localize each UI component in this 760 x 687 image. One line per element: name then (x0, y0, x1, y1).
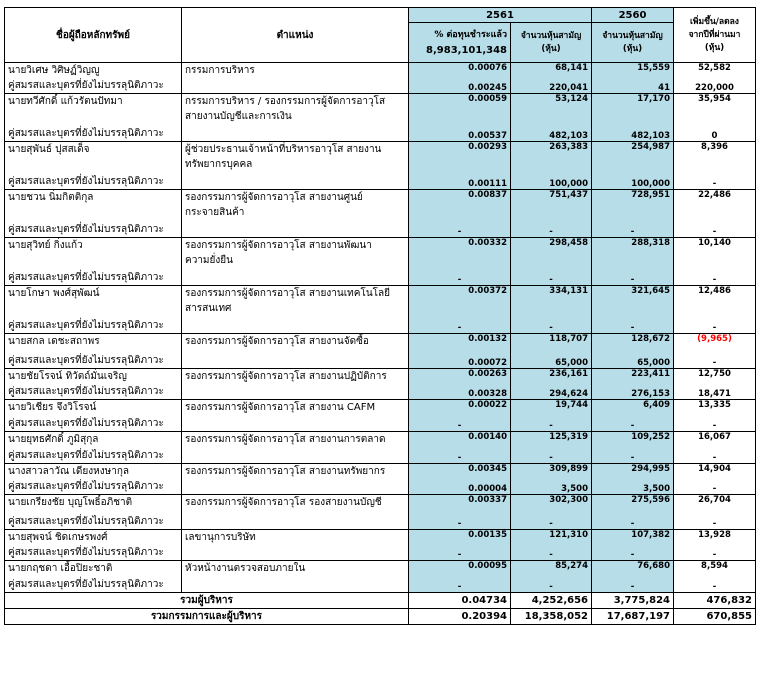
spouse-label: คู่สมรสและบุตรที่ยังไม่บรรลุนิติภาวะ (5, 267, 182, 286)
shares-2561: 121,310 (511, 529, 592, 545)
person-position (182, 190, 409, 238)
shareholding-table (4, 7, 756, 625)
person-position (182, 334, 409, 369)
person-row (5, 142, 756, 171)
spouse-change: - (674, 219, 756, 238)
person-position (182, 142, 409, 190)
spouse-change: - (674, 353, 756, 369)
spouse-shares-2560: - (592, 219, 674, 238)
spouse-pct-2561: - (409, 267, 511, 286)
spouse-pct-2561: 0.00328 (409, 384, 511, 400)
pct-2561: 0.00837 (409, 190, 511, 219)
change: 12,486 (674, 286, 756, 315)
shares-2560: 109,252 (592, 431, 674, 448)
shares-2561: 334,131 (511, 286, 592, 315)
spouse-pct-2561: - (409, 416, 511, 432)
spouse-pct-2561: - (409, 448, 511, 464)
spouse-shares-2560: 65,000 (592, 353, 674, 369)
position-line: รองกรรมการผู้จัดการอาวุโส สายงานเทคโนโลยี (185, 288, 391, 299)
position-line: รองกรรมการผู้จัดการอาวุโส สายงาน CAFM (185, 402, 376, 413)
person-row (5, 464, 756, 480)
spouse-shares-2561: - (511, 219, 592, 238)
spouse-pct-2561: 0.00245 (409, 78, 511, 94)
spouse-shares-2561: 3,500 (511, 479, 592, 495)
shares-2560: 321,645 (592, 286, 674, 315)
shares-2560: 128,672 (592, 334, 674, 353)
person-row (5, 369, 756, 385)
pct-2561: 0.00337 (409, 495, 511, 514)
person-name-text: นายวิเศษ วิศิษฏ์วิญญู (8, 65, 100, 76)
shares-2560: 76,680 (592, 560, 674, 576)
spouse-shares-2560: - (592, 416, 674, 432)
spouse-shares-2561: 65,000 (511, 353, 592, 369)
position-line: สารสนเทศ (185, 303, 232, 314)
pct-2561: 0.00372 (409, 286, 511, 315)
header-pct: % ต่อทุนชำระแล้ว 8,983,101,348 (409, 23, 511, 63)
spouse-shares-2560: 100,000 (592, 171, 674, 190)
spouse-pct-2561: - (409, 576, 511, 592)
person-row (5, 529, 756, 545)
person-name (5, 334, 182, 353)
shares-2561: 125,319 (511, 431, 592, 448)
spouse-shares-2561: 100,000 (511, 171, 592, 190)
total-row (5, 592, 756, 608)
position-line: รองกรรมการผู้จัดการอาวุโส สายงานปฏิบัติการ (185, 371, 387, 382)
position-line: กรรมการบริหาร (185, 65, 255, 76)
change: 8,396 (674, 142, 756, 171)
person-name-text: นายสุวิทย์ กิ่งแก้ว (8, 240, 83, 251)
shares-2561: 118,707 (511, 334, 592, 353)
shares-2561: 68,141 (511, 63, 592, 79)
spouse-shares-2561: 482,103 (511, 123, 592, 142)
spouse-change: - (674, 171, 756, 190)
position-line: รองกรรมการผู้จัดการอาวุโส รองสายงานบัญชี (185, 497, 382, 508)
person-name-text: นายชวน นิ่มกิตติกุล (8, 192, 94, 203)
shares-2560: 275,596 (592, 495, 674, 514)
position-line: กรรมการบริหาร / รองกรรมการผู้จัดการอาวุโส (185, 96, 386, 107)
person-name (5, 464, 182, 480)
shares-2560: 107,382 (592, 529, 674, 545)
pct-2561: 0.00332 (409, 238, 511, 267)
change: 16,067 (674, 431, 756, 448)
shares-2560: 728,951 (592, 190, 674, 219)
spouse-shares-2561: - (511, 576, 592, 592)
person-row (5, 190, 756, 219)
person-row (5, 495, 756, 514)
person-row (5, 560, 756, 576)
person-position (182, 94, 409, 142)
pct-2561: 0.00135 (409, 529, 511, 545)
pct-2561: 0.00140 (409, 431, 511, 448)
shares-2560: 15,559 (592, 63, 674, 79)
spouse-pct-2561: 0.00111 (409, 171, 511, 190)
person-position (182, 495, 409, 530)
total-row (5, 608, 756, 624)
spouse-shares-2561: - (511, 448, 592, 464)
person-name-text: นายยุทธศักดิ์ ภูมิสุกุล (8, 433, 99, 445)
change: 13,335 (674, 400, 756, 416)
person-row (5, 238, 756, 267)
pct-2561: 0.00095 (409, 560, 511, 576)
spouse-label: คู่สมรสและบุตรที่ยังไม่บรรลุนิติภาวะ (5, 123, 182, 142)
position-line: ผู้ช่วยประธานเจ้าหน้าที่บริหารอาวุโส สายงาน (185, 144, 382, 155)
person-name (5, 495, 182, 514)
spouse-label: คู่สมรสและบุตรที่ยังไม่บรรลุนิติภาวะ (5, 545, 182, 561)
position-line: หัวหน้างานตรวจสอบภายใน (185, 562, 306, 574)
total-shares-2561: 4,252,656 (511, 592, 592, 608)
position-line: ทรัพยากรบุคคล (185, 159, 253, 170)
person-position (182, 63, 409, 94)
spouse-label: คู่สมรสและบุตรที่ยังไม่บรรลุนิติภาวะ (5, 416, 182, 432)
spouse-change: 18,471 (674, 384, 756, 400)
pct-2561: 0.00022 (409, 400, 511, 416)
change: 22,486 (674, 190, 756, 219)
change: 14,904 (674, 464, 756, 480)
spouse-change: 220,000 (674, 78, 756, 94)
spouse-pct-2561: - (409, 514, 511, 530)
header-shares-2560: จำนวนหุ้นสามัญ (หุ้น) (592, 23, 674, 63)
spouse-pct-2561: 0.00537 (409, 123, 511, 142)
spouse-shares-2561: - (511, 416, 592, 432)
shares-2561: 309,899 (511, 464, 592, 480)
total-label: รวมกรรมการและผู้บริหาร (5, 608, 409, 624)
person-position (182, 431, 409, 464)
person-position (182, 286, 409, 334)
person-name-text: นายสุพจน์ ชิดเกษรพงศ์ (8, 531, 108, 543)
spouse-change: - (674, 576, 756, 592)
spouse-shares-2561: - (511, 545, 592, 561)
shares-2560: 294,995 (592, 464, 674, 480)
position-line: รองกรรมการผู้จัดการอาวุโส สายงานการตลาด (185, 433, 386, 445)
person-row (5, 63, 756, 79)
change: 35,954 (674, 94, 756, 123)
shares-2560: 6,409 (592, 400, 674, 416)
spouse-label: คู่สมรสและบุตรที่ยังไม่บรรลุนิติภาวะ (5, 479, 182, 495)
spouse-shares-2560: - (592, 315, 674, 334)
spouse-change: - (674, 479, 756, 495)
total-pct: 0.20394 (409, 608, 511, 624)
person-name (5, 400, 182, 416)
person-name-text: นายชัยโรจน์ ทิวัตถ์มั่นเจริญ (8, 371, 127, 382)
position-line: สายงานบัญชีและการเงิน (185, 111, 292, 122)
shares-2561: 751,437 (511, 190, 592, 219)
header-change: เพิ่มขึ้น/ลดลง จากปีที่ผ่านมา (หุ้น) (674, 8, 756, 63)
person-name (5, 63, 182, 79)
spouse-pct-2561: - (409, 545, 511, 561)
total-change: 476,832 (674, 592, 756, 608)
change: (9,965) (674, 334, 756, 353)
change: 12,750 (674, 369, 756, 385)
spouse-shares-2560: - (592, 514, 674, 530)
pct-2561: 0.00076 (409, 63, 511, 79)
shares-2561: 263,383 (511, 142, 592, 171)
person-name (5, 529, 182, 545)
person-name (5, 142, 182, 171)
change: 10,140 (674, 238, 756, 267)
person-name-text: นายทวีศักดิ์ แก้วรัตนปัทมา (8, 96, 123, 107)
header-year-2561: 2561 (409, 8, 592, 23)
spouse-shares-2560: - (592, 267, 674, 286)
spouse-label: คู่สมรสและบุตรที่ยังไม่บรรลุนิติภาวะ (5, 78, 182, 94)
person-name-text: นายสุพันธ์ ปุสสเด็จ (8, 144, 90, 155)
spouse-label: คู่สมรสและบุตรที่ยังไม่บรรลุนิติภาวะ (5, 576, 182, 592)
total-change: 670,855 (674, 608, 756, 624)
spouse-shares-2561: 220,041 (511, 78, 592, 94)
person-name (5, 94, 182, 123)
person-row (5, 431, 756, 448)
person-name (5, 560, 182, 576)
person-name (5, 190, 182, 219)
spouse-shares-2561: 294,624 (511, 384, 592, 400)
spouse-change: - (674, 315, 756, 334)
person-name (5, 238, 182, 267)
spouse-change: 0 (674, 123, 756, 142)
person-name (5, 369, 182, 385)
position-line: เลขานุการบริษัท (185, 531, 256, 543)
spouse-label: คู่สมรสและบุตรที่ยังไม่บรรลุนิติภาวะ (5, 219, 182, 238)
person-name-text: นายโกษา พงศ์สุพัฒน์ (8, 288, 100, 299)
spouse-label: คู่สมรสและบุตรที่ยังไม่บรรลุนิติภาวะ (5, 315, 182, 334)
spouse-pct-2561: - (409, 219, 511, 238)
person-name-text: นายวิเชียร จึงวิโรจน์ (8, 402, 97, 413)
spouse-change: - (674, 448, 756, 464)
spouse-label: คู่สมรสและบุตรที่ยังไม่บรรลุนิติภาวะ (5, 353, 182, 369)
position-line: รองกรรมการผู้จัดการอาวุโส สายงานทรัพยากร (185, 466, 386, 477)
pct-2561: 0.00293 (409, 142, 511, 171)
spouse-shares-2560: - (592, 545, 674, 561)
spouse-shares-2560: 276,153 (592, 384, 674, 400)
spouse-shares-2560: - (592, 576, 674, 592)
total-shares-2561: 18,358,052 (511, 608, 592, 624)
spouse-label: คู่สมรสและบุตรที่ยังไม่บรรลุนิติภาวะ (5, 171, 182, 190)
person-position (182, 529, 409, 560)
spouse-shares-2561: - (511, 315, 592, 334)
person-name-text: นายกฤชดา เอื้อปิยะชาติ (8, 562, 113, 574)
header-position: ตำแหน่ง (182, 8, 409, 63)
spouse-shares-2561: - (511, 514, 592, 530)
pct-2561: 0.00132 (409, 334, 511, 353)
person-name-text: นางสาวลาวัณ เดียงหงษากุล (8, 466, 130, 477)
person-name-text: นายสกล เดชะสถาพร (8, 336, 100, 347)
total-shares-2560: 3,775,824 (592, 592, 674, 608)
change: 13,928 (674, 529, 756, 545)
person-name (5, 431, 182, 448)
change: 52,582 (674, 63, 756, 79)
spouse-label: คู่สมรสและบุตรที่ยังไม่บรรลุนิติภาวะ (5, 514, 182, 530)
spouse-pct-2561: - (409, 315, 511, 334)
spouse-shares-2561: - (511, 267, 592, 286)
spouse-shares-2560: 41 (592, 78, 674, 94)
person-position (182, 400, 409, 432)
change: 8,594 (674, 560, 756, 576)
shares-2561: 298,458 (511, 238, 592, 267)
person-position (182, 464, 409, 495)
spouse-shares-2560: 482,103 (592, 123, 674, 142)
shares-2560: 254,987 (592, 142, 674, 171)
person-row (5, 286, 756, 315)
pct-2561: 0.00345 (409, 464, 511, 480)
shares-2560: 17,170 (592, 94, 674, 123)
shares-2561: 85,274 (511, 560, 592, 576)
spouse-shares-2560: 3,500 (592, 479, 674, 495)
position-line: รองกรรมการผู้จัดการอาวุโส สายงานพัฒนา (185, 240, 372, 251)
total-pct: 0.04734 (409, 592, 511, 608)
total-label: รวมผู้บริหาร (5, 592, 409, 608)
position-line: รองกรรมการผู้จัดการอาวุโส สายงานศูนย์ (185, 192, 363, 203)
person-row (5, 94, 756, 123)
spouse-label: คู่สมรสและบุตรที่ยังไม่บรรลุนิติภาวะ (5, 448, 182, 464)
shares-2560: 288,318 (592, 238, 674, 267)
person-position (182, 369, 409, 400)
shares-2561: 302,300 (511, 495, 592, 514)
position-line: กระจายสินค้า (185, 207, 245, 218)
person-position (182, 238, 409, 286)
header-name: ชื่อผู้ถือหลักทรัพย์ (5, 8, 182, 63)
header-shares-2561: จำนวนหุ้นสามัญ (หุ้น) (511, 23, 592, 63)
spouse-change: - (674, 545, 756, 561)
shares-2561: 19,744 (511, 400, 592, 416)
pct-2561: 0.00263 (409, 369, 511, 385)
person-name (5, 286, 182, 315)
pct-2561: 0.00059 (409, 94, 511, 123)
position-line: รองกรรมการผู้จัดการอาวุโส สายงานจัดซื้อ (185, 336, 369, 347)
spouse-shares-2560: - (592, 448, 674, 464)
shares-2561: 236,161 (511, 369, 592, 385)
spouse-label: คู่สมรสและบุตรที่ยังไม่บรรลุนิติภาวะ (5, 384, 182, 400)
spouse-pct-2561: 0.00004 (409, 479, 511, 495)
shares-2560: 223,411 (592, 369, 674, 385)
change: 26,704 (674, 495, 756, 514)
spouse-pct-2561: 0.00072 (409, 353, 511, 369)
spouse-change: - (674, 416, 756, 432)
header-year-2560: 2560 (592, 8, 674, 23)
person-name-text: นายเกรียงชัย บุญโพธิ์อภิชาติ (8, 497, 133, 508)
shares-2561: 53,124 (511, 94, 592, 123)
person-position (182, 560, 409, 592)
position-line: ความยั่งยืน (185, 255, 233, 266)
person-row (5, 334, 756, 353)
person-row (5, 400, 756, 416)
spouse-change: - (674, 514, 756, 530)
total-shares-2560: 17,687,197 (592, 608, 674, 624)
spouse-change: - (674, 267, 756, 286)
